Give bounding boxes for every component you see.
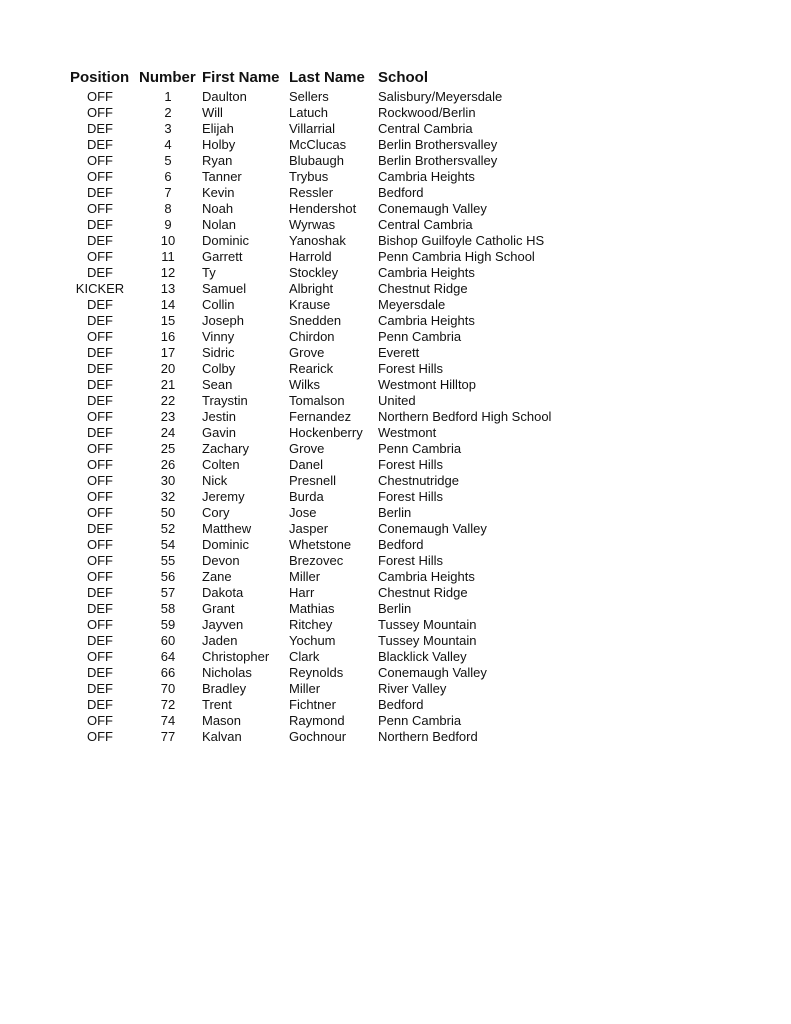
cell-number: 30 — [160, 473, 176, 488]
cell-school: Forest Hills — [378, 361, 444, 376]
cell-school: Salisbury/Meyersdale — [378, 89, 503, 104]
cell-first-name: Kalvan — [202, 729, 242, 744]
cell-first-name: Ryan — [202, 153, 233, 168]
cell-number: 24 — [160, 425, 176, 440]
cell-position: OFF — [87, 505, 113, 520]
cell-number: 9 — [164, 217, 172, 232]
cell-school: Bedford — [378, 185, 424, 200]
cell-school: Forest Hills — [378, 489, 444, 504]
cell-first-name: Collin — [202, 297, 235, 312]
cell-school: Bedford — [378, 537, 424, 552]
cell-number: 60 — [160, 633, 176, 648]
cell-position: OFF — [87, 105, 113, 120]
cell-position: OFF — [87, 553, 113, 568]
cell-school: Chestnut Ridge — [378, 585, 468, 600]
header-number: Number — [139, 69, 196, 86]
cell-number: 66 — [160, 665, 176, 680]
cell-first-name: Jayven — [202, 617, 244, 632]
cell-position: OFF — [87, 713, 113, 728]
cell-position: OFF — [87, 729, 113, 744]
cell-position: OFF — [87, 153, 113, 168]
cell-school: Chestnutridge — [378, 473, 459, 488]
cell-position: DEF — [87, 585, 113, 600]
cell-school: Tussey Mountain — [378, 633, 477, 648]
cell-number: 50 — [160, 505, 176, 520]
cell-first-name: Sean — [202, 377, 233, 392]
cell-school: Berlin — [378, 505, 412, 520]
cell-number: 25 — [160, 441, 176, 456]
header-school: School — [378, 69, 429, 86]
cell-school: Meyersdale — [378, 297, 446, 312]
cell-school: Westmont — [378, 425, 437, 440]
cell-school: Penn Cambria — [378, 441, 462, 456]
cell-number: 32 — [160, 489, 176, 504]
cell-first-name: Zachary — [202, 441, 249, 456]
cell-position: OFF — [87, 489, 113, 504]
cell-school: Forest Hills — [378, 457, 444, 472]
cell-last-name: Sellers — [289, 89, 329, 104]
cell-last-name: Raymond — [289, 713, 345, 728]
cell-school: Penn Cambria High School — [378, 249, 535, 264]
cell-number: 21 — [160, 377, 176, 392]
cell-school: Bishop Guilfoyle Catholic HS — [378, 233, 545, 248]
cell-first-name: Noah — [202, 201, 234, 216]
cell-school: Berlin — [378, 601, 412, 616]
cell-last-name: Ressler — [289, 185, 334, 200]
cell-last-name: Stockley — [289, 265, 339, 280]
cell-position: DEF — [87, 185, 113, 200]
cell-position: OFF — [87, 441, 113, 456]
cell-number: 55 — [160, 553, 176, 568]
cell-last-name: Harrold — [289, 249, 332, 264]
cell-position: DEF — [87, 681, 113, 696]
cell-number: 1 — [164, 89, 172, 104]
cell-school: Forest Hills — [378, 553, 444, 568]
cell-first-name: Jeremy — [202, 489, 245, 504]
cell-position: DEF — [87, 265, 113, 280]
cell-last-name: Burda — [289, 489, 324, 504]
cell-position: OFF — [87, 409, 113, 424]
cell-first-name: Dominic — [202, 233, 249, 248]
cell-last-name: Harr — [289, 585, 315, 600]
cell-first-name: Holby — [202, 137, 236, 152]
cell-first-name: Cory — [202, 505, 230, 520]
cell-number: 70 — [160, 681, 176, 696]
cell-first-name: Zane — [202, 569, 232, 584]
cell-first-name: Traystin — [202, 393, 248, 408]
cell-first-name: Dakota — [202, 585, 244, 600]
cell-last-name: Danel — [289, 457, 323, 472]
cell-school: Blacklick Valley — [378, 649, 467, 664]
cell-school: Everett — [378, 345, 420, 360]
cell-school: Conemaugh Valley — [378, 521, 487, 536]
cell-position: DEF — [87, 377, 113, 392]
cell-last-name: Yochum — [289, 633, 336, 648]
cell-position: OFF — [87, 249, 113, 264]
cell-last-name: Tomalson — [289, 393, 345, 408]
cell-first-name: Colten — [202, 457, 240, 472]
cell-first-name: Ty — [202, 265, 216, 280]
cell-school: Northern Bedford — [378, 729, 478, 744]
cell-number: 74 — [160, 713, 176, 728]
cell-last-name: Hockenberry — [289, 425, 363, 440]
cell-position: DEF — [87, 601, 113, 616]
cell-number: 52 — [160, 521, 176, 536]
cell-number: 5 — [164, 153, 172, 168]
cell-position: DEF — [87, 393, 113, 408]
cell-first-name: Matthew — [202, 521, 252, 536]
cell-position: OFF — [87, 569, 113, 584]
cell-number: 22 — [160, 393, 176, 408]
cell-position: DEF — [87, 217, 113, 232]
header-first-name: First Name — [202, 69, 280, 86]
header-position: Position — [70, 69, 130, 86]
cell-number: 20 — [160, 361, 176, 376]
cell-school: Chestnut Ridge — [378, 281, 468, 296]
cell-last-name: Trybus — [289, 169, 329, 184]
cell-school: River Valley — [378, 681, 447, 696]
cell-last-name: Grove — [289, 345, 325, 360]
cell-last-name: Gochnour — [289, 729, 347, 744]
cell-last-name: Blubaugh — [289, 153, 344, 168]
cell-number: 6 — [164, 169, 172, 184]
cell-first-name: Nick — [202, 473, 228, 488]
cell-first-name: Trent — [202, 697, 232, 712]
cell-number: 17 — [160, 345, 176, 360]
cell-position: DEF — [87, 313, 113, 328]
cell-last-name: Albright — [289, 281, 334, 296]
cell-position: DEF — [87, 233, 113, 248]
header-last-name: Last Name — [289, 69, 365, 86]
cell-first-name: Tanner — [202, 169, 242, 184]
cell-position: DEF — [87, 137, 113, 152]
cell-first-name: Nolan — [202, 217, 236, 232]
cell-last-name: Fichtner — [289, 697, 336, 712]
cell-number: 58 — [160, 601, 176, 616]
cell-number: 14 — [160, 297, 176, 312]
cell-position: OFF — [87, 89, 113, 104]
cell-number: 77 — [160, 729, 176, 744]
cell-number: 54 — [160, 537, 176, 552]
cell-school: United — [378, 393, 416, 408]
cell-number: 13 — [160, 281, 176, 296]
cell-last-name: Brezovec — [289, 553, 344, 568]
cell-last-name: Grove — [289, 441, 325, 456]
cell-first-name: Jaden — [202, 633, 238, 648]
cell-position: OFF — [87, 169, 113, 184]
cell-school: Northern Bedford High School — [378, 409, 552, 424]
cell-first-name: Grant — [202, 601, 235, 616]
cell-number: 56 — [160, 569, 176, 584]
cell-school: Conemaugh Valley — [378, 665, 487, 680]
cell-position: OFF — [87, 649, 113, 664]
cell-first-name: Daulton — [202, 89, 247, 104]
cell-school: Rockwood/Berlin — [378, 105, 476, 120]
cell-position: OFF — [87, 473, 113, 488]
cell-school: Central Cambria — [378, 217, 473, 232]
cell-number: 12 — [160, 265, 176, 280]
cell-last-name: Hendershot — [289, 201, 357, 216]
cell-first-name: Kevin — [202, 185, 235, 200]
cell-first-name: Sidric — [202, 345, 235, 360]
cell-last-name: Rearick — [289, 361, 334, 376]
cell-first-name: Vinny — [202, 329, 235, 344]
cell-first-name: Nicholas — [202, 665, 252, 680]
cell-position: DEF — [87, 361, 113, 376]
cell-school: Cambria Heights — [378, 169, 475, 184]
cell-number: 3 — [164, 121, 172, 136]
cell-last-name: Chirdon — [289, 329, 335, 344]
cell-last-name: Fernandez — [289, 409, 352, 424]
cell-number: 64 — [160, 649, 176, 664]
cell-school: Cambria Heights — [378, 569, 475, 584]
cell-last-name: Jasper — [289, 521, 329, 536]
cell-last-name: Miller — [289, 681, 321, 696]
cell-last-name: McClucas — [289, 137, 347, 152]
cell-last-name: Krause — [289, 297, 331, 312]
cell-position: DEF — [87, 521, 113, 536]
cell-position: DEF — [87, 121, 113, 136]
cell-first-name: Colby — [202, 361, 236, 376]
cell-last-name: Villarrial — [289, 121, 335, 136]
cell-first-name: Devon — [202, 553, 240, 568]
cell-school: Conemaugh Valley — [378, 201, 487, 216]
cell-last-name: Wilks — [289, 377, 321, 392]
cell-school: Berlin Brothersvalley — [378, 137, 498, 152]
cell-last-name: Clark — [289, 649, 320, 664]
cell-first-name: Gavin — [202, 425, 236, 440]
cell-last-name: Snedden — [289, 313, 342, 328]
cell-number: 2 — [164, 105, 172, 120]
cell-position: OFF — [87, 329, 113, 344]
cell-first-name: Mason — [202, 713, 242, 728]
cell-school: Central Cambria — [378, 121, 473, 136]
cell-first-name: Garrett — [202, 249, 243, 264]
cell-last-name: Miller — [289, 569, 321, 584]
cell-school: Cambria Heights — [378, 265, 475, 280]
cell-first-name: Jestin — [202, 409, 236, 424]
cell-number: 15 — [160, 313, 176, 328]
cell-first-name: Christopher — [202, 649, 270, 664]
cell-number: 26 — [160, 457, 176, 472]
cell-number: 8 — [164, 201, 172, 216]
cell-school: Penn Cambria — [378, 329, 462, 344]
cell-last-name: Latuch — [289, 105, 329, 120]
cell-number: 57 — [160, 585, 176, 600]
cell-first-name: Dominic — [202, 537, 249, 552]
cell-last-name: Jose — [289, 505, 317, 520]
cell-school: Bedford — [378, 697, 424, 712]
cell-last-name: Presnell — [289, 473, 336, 488]
cell-number: 16 — [160, 329, 176, 344]
cell-position: DEF — [87, 633, 113, 648]
cell-last-name: Mathias — [289, 601, 335, 616]
cell-position: DEF — [87, 697, 113, 712]
cell-first-name: Joseph — [202, 313, 244, 328]
cell-position: DEF — [87, 297, 113, 312]
cell-position: DEF — [87, 665, 113, 680]
cell-number: 23 — [160, 409, 176, 424]
cell-school: Cambria Heights — [378, 313, 475, 328]
cell-last-name: Ritchey — [289, 617, 333, 632]
cell-first-name: Will — [202, 105, 223, 120]
cell-number: 72 — [160, 697, 176, 712]
cell-first-name: Bradley — [202, 681, 247, 696]
cell-number: 4 — [164, 137, 172, 152]
cell-school: Berlin Brothersvalley — [378, 153, 498, 168]
cell-last-name: Whetstone — [289, 537, 352, 552]
cell-first-name: Samuel — [202, 281, 247, 296]
cell-position: DEF — [87, 425, 113, 440]
cell-number: 7 — [164, 185, 172, 200]
cell-position: KICKER — [75, 281, 125, 296]
cell-school: Westmont Hilltop — [378, 377, 477, 392]
cell-position: OFF — [87, 617, 113, 632]
cell-last-name: Yanoshak — [289, 233, 346, 248]
cell-school: Tussey Mountain — [378, 617, 477, 632]
cell-school: Penn Cambria — [378, 713, 462, 728]
cell-number: 10 — [160, 233, 176, 248]
cell-first-name: Elijah — [202, 121, 234, 136]
cell-position: OFF — [87, 537, 113, 552]
cell-last-name: Wyrwas — [289, 217, 336, 232]
cell-number: 59 — [160, 617, 176, 632]
cell-position: OFF — [87, 457, 113, 472]
cell-last-name: Reynolds — [289, 665, 344, 680]
cell-number: 11 — [161, 249, 175, 264]
cell-position: DEF — [87, 345, 113, 360]
cell-position: OFF — [87, 201, 113, 216]
